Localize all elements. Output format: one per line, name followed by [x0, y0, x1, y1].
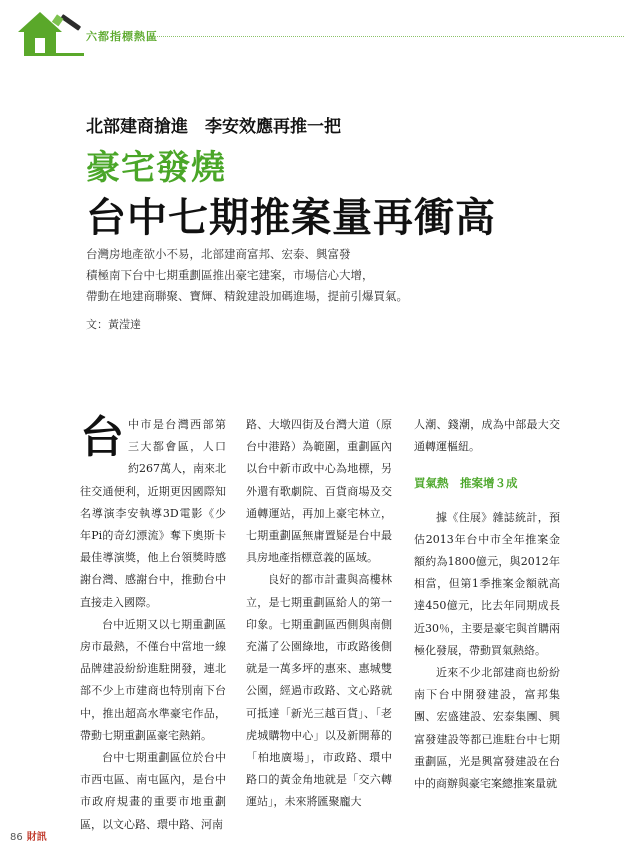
- body-paragraph: 人潮、錢潮，成為中部最大交通轉運樞紐。: [414, 418, 560, 454]
- lead-line: 帶動在地建商聯聚、寶輝、精銳建設加碼進場，提前引爆買氣。: [86, 289, 408, 303]
- body-paragraph: 據《住展》雜誌統計，預估2013年台中市全年推案金額約為1800億元，與2012年相當，但第1季推案金額就高達450億元，比去年同期成長近30％，主要是豪宅與首購兩極化發展，帶動買氣熱絡。: [414, 510, 560, 657]
- headline-secondary: 台中七期推案量再衝高: [86, 195, 496, 241]
- header-divider: [154, 36, 624, 37]
- article-kicker: 北部建商搶進 李安效應再推一把: [86, 117, 341, 137]
- page-number: 86: [10, 832, 23, 843]
- lead-line: 台灣房地產欲小不易，北部建商富邦、宏泰、興富發: [86, 247, 351, 261]
- body-column-2: [246, 414, 392, 814]
- body-paragraph: 中市是台灣西部第三大都會區，人口約267萬人，南來北往交通便利，近期更因國際知名導演李安執導3D電影《少年Pi的奇幻漂流》奪下奧斯卡最佳導演獎，他上台領獎時感謝台灣、感謝台中，推動台中直接走入國際。: [80, 418, 226, 609]
- body-paragraph: 路、大墩四街及台灣大道（原台中港路）為範圍，重劃區內以台中新市政中心為地標，另外還有歌劇院、百貨商場及交通轉運站，再加上豪宅林立，七期重劃區無庸置疑是台中最具房地產指標意義的區域。: [246, 418, 392, 565]
- section-label: 六都指標熱區: [86, 30, 158, 43]
- body-column-1: [80, 414, 226, 836]
- magazine-name: 財訊: [26, 832, 47, 843]
- byline: 文：黃滢達: [86, 318, 141, 331]
- body-paragraph: 近來不少北部建商也紛紛南下台中開發建設，富邦集團、宏盛建設、宏泰集團、興富發建設等都已進駐台中七期重劃區，光是興富發建設在台中的商辦與豪宅案總推案量就: [414, 666, 560, 791]
- lead-line: 積極南下台中七期重劃區推出豪宅建案，市場信心大增，: [86, 268, 374, 282]
- drop-cap: 台: [80, 412, 124, 463]
- body-paragraph: 台中七期重劃區位於台中市西屯區、南屯區內，是台中市政府規畫的重要市地重劃區，以文心路、環中路、河南: [80, 751, 226, 831]
- lead-paragraph: [86, 244, 546, 307]
- headline-primary: 豪宅發燒: [86, 148, 226, 188]
- body-paragraph: 良好的都市計畫與高樓林立，是七期重劃區給人的第一印象。七期重劃區西側與南側充滿了公園綠地，市政路後側就是一萬多坪的惠來、惠城雙公園，經過市政路、文心路就可抵達「新光三越百貨」、「老虎城購物中心」以及新開幕的「柏地廣場」，市政路、環中路口的黃金角地就是「交六轉運站」，未來將匯聚龐大: [246, 573, 392, 809]
- house-logo-icon: [14, 6, 86, 62]
- section-subhead: 買氣熱 推案增３成: [414, 476, 518, 491]
- body-column-3: [414, 414, 560, 795]
- page-footer: [10, 828, 47, 843]
- body-paragraph: 台中近期又以七期重劃區房市最熱，不僅台中當地一線品牌建設紛紛進駐開發，連北部不少上市建商也特別南下台中，推出超高水準豪宅作品，帶動七期重劃區豪宅熱銷。: [80, 617, 226, 742]
